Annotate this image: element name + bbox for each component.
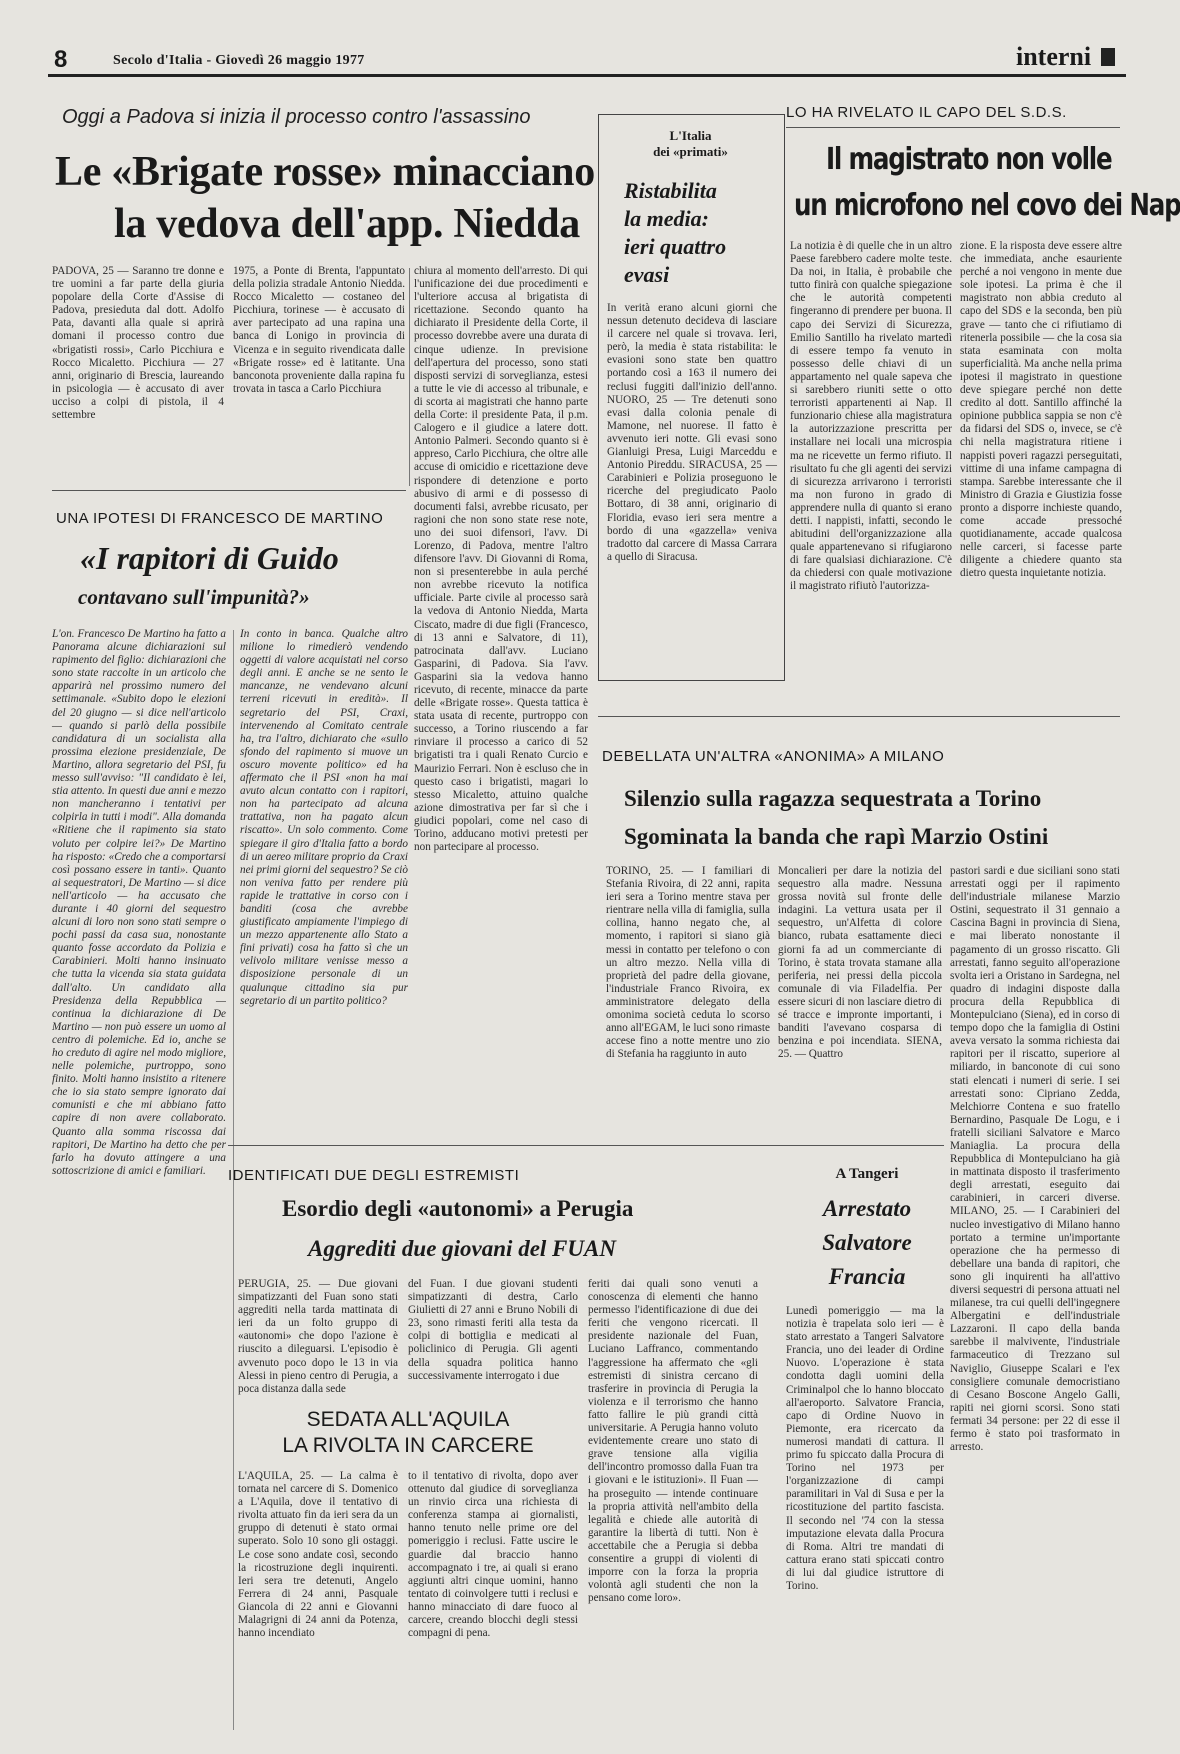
martino-body-col2: In conto in banca. Qualche altro milione lo rimedierò vendendo oggetti di valore acquistati nel corso degli anni. E anche se ne sento le mancanze, ne vendevano alcuni terreni ricevuti in eredità». Il segretario del PSI, Craxi, intervenendo al Comitato centrale ha, tra l'altro, dichiarato che «sullo sfondo del rapimento si muove un oscuro movente politico» ed ha affermato che il PSI «non ha mai avuto alcun contatto con i rapitori, non ha partecipato ad alcuna trattativa, non ha pagato alcun riscatto». Un solo commento. Come spiegare il giro d'Italia fatto a bordo di un aereo militare proprio da Craxi nei primi giorni del sequestro? Se ciò non veniva fatto per rendere più rapide le trattative in corso con i banditi (cosa che avrebbe giustificato ampiamente l'impiego di un mezzo appartenente allo Stato a fini privati) cosa ha fatto sì che un velivolo militare venisse messo a disposizione personale di un qualunque cittadino sia pur segretario di un partito politico?	[240, 628, 408, 1007]
primati-title-line1: Ristabilita	[624, 178, 717, 203]
lead-bottom-rule	[52, 490, 406, 491]
martino-headline-line2: contavano sull'impunità?»	[78, 585, 310, 609]
martino-kicker: UNA IPOTESI DI FRANCESCO DE MARTINO	[56, 510, 384, 527]
tangeri-title-line1: Arrestato	[822, 1196, 912, 1221]
milano-bottom-rule	[228, 1145, 944, 1146]
perugia-kicker: IDENTIFICATI DUE DEGLI ESTREMISTI	[228, 1167, 520, 1184]
perugia-body-col3: feriti dai quali sono venuti a conoscenza di elementi che hanno permesso l'identificazione di due dei feriti che vengono ricercati. Il presidente nazionale del Fuan, Luciano Laffranco, commentando l'aggressione ha affermato che «gli estremisti di sinistra cercano di trasferire in provincia di Perugia la violenza e il terrorismo che hanno fatto fallire le più grandi città universitarie. A Perugia hanno voluto evidentemente creare uno stato di grave tensione alla vigilia dell'incontro promosso dalla Fuan tra i giovani e le istituzioni». Il Fuan — ha proseguito — intende continuare la propria attività nell'ambito della legalità e chiede alle autorità di garantire la libertà di tutti. Non è accettabile che a Perugia si debba consentire a gruppi di violenti di imporre con la forza la propria volontà agli studenti che non la pensano come loro».	[588, 1278, 758, 1605]
section-label: interni	[1016, 42, 1092, 71]
nap-kicker: LO HA RIVELATO IL CAPO DEL S.D.S.	[786, 104, 1067, 121]
nap-top-rule	[786, 127, 1120, 128]
milano-kicker: DEBELLATA UN'ALTRA «ANONIMA» A MILANO	[602, 748, 945, 765]
primati-title-line4: evasi	[624, 262, 670, 287]
lead-kicker: Oggi a Padova si inizia il processo contro l'assassino	[62, 106, 531, 128]
nap-bottom-rule	[598, 716, 1120, 717]
milano-body-col3: pastori sardi e due siciliani sono stati arrestati oggi per il rapimento dell'industriale milanese Marzio Ostini, sequestrato il 31 gennaio a Cascina Bagni in provincia di Siena, e mai liberato nonostante il pagamento di un grosso riscatto. Gli arrestati, fanno seguito all'operazione svolta ieri a Oristano in Sardegna, nel quadro di indagini disposte dalla procura della Repubblica di Montepulciano (Siena), ed in corso di tempo dopo che la famiglia di Ostini aveva versato la somma richiesta dai rapitori per il riscatto, superiore al miliardo, in banconote di cui sono stati elencati i numeri di serie. I sei arrestati sono: Cipriano Zedda, Melchiorre Contena e suo fratello Bernardino, Pasquale De Logu, e i fratelli siciliani Salvatore e Marco Maniaglia. La procura della Repubblica di Montepulciano ha già in mattinata disposto il trasferimento degli arrestati, eseguito dai carabinieri, in carceri diverse. MILANO, 25. — I Carabinieri del nucleo investigativo di Milano hanno portato a termine un'importante operazione che ha permesso di debellare una banda di rapitori, che sono gli inquirenti ha all'attivo diversi sequestri di persona attuati nel milanese, tra cui quelli dell'ingegnere Albergatini e dell'industriale Lazzaroni. Il capo della banda sarebbe il malvivente, l'industriale farmaceutico di Trezzano sul Naviglio, Giuseppe Scalari e l'ex consigliere comunale democristiano di Cesano Boscone Angelo Galli, rapiti nei giorni scorsi. Sono stati fermati 34 persone: per 22 di esse il fermo è stato poi trasformato in arresto.	[950, 865, 1120, 1454]
milano-headline-line2: Sgominata la banda che rapì Marzio Ostini	[624, 824, 1049, 849]
lead-body-col3: chiura al momento dell'arresto. Di qui l'unificazione dei due procedimenti e l'ulteriore accusa al brigatista di ricettazione. Secondo quanto ha dichiarato il Presidente della Corte, il processo dovrebbe avere una durata di cinque udienze. In previsione dell'apertura del processo, sono stati disposti servizi di sorveglianza, estesi a tutte le vie di accesso al tribunale, e di scorta ai magistrati che hanno parte della Corte: il presidente Pata, il p.m. Calogero e il giudice a latere dott. Antonio Palmeri. Secondo quanto si è appreso, Carlo Picchiura, che oltre alle accuse di omicidio e ricettazione deve rispondere di detenzione e porto abusivo di armi e di possesso di documenti falsi, avrebbe ricusato, per ragioni che non sono state rese note, uno dei suoi difensori, l'avv. Di Lorenzo, di Padova, mentre l'altro difensore l'avv. Di Giovanni di Roma, non si presenterebbe in aula perché non avrebbe ricevuto la notifica ufficiale. Parte civile al processo sarà la vedova di Antonio Niedda, Marta Ciscato, madre di due figli (Francesco, di 13 anni e Salvatore, di 11), patrocinata dall'avv. Luciano Gasparini, di Padova. Sia l'avv. Gasparini sia la vedova hanno ricevuto, di recente, minacce da parte delle «Brigate rosse». Questa tattica è stata usata di recente, purtroppo con successo, a Torino riuscendo a far rinviare il processo a carico di 52 brigatisti tra i quali Renato Curcio e Maurizio Ferrari. Non è escluso che in questo caso i brigatisti, magari lo stesso Micaletto, attuino qualche azione dimostrativa per far sì che i giudici popolari, come nel caso di Torino, adducano motivi pretesti per non partecipare al processo.	[414, 265, 588, 854]
tangeri-title-line2: Salvatore	[822, 1230, 912, 1255]
aquila-headline-line1: SEDATA ALL'AQUILA	[306, 1408, 510, 1431]
perugia-body-col2: del Fuan. I due giovani studenti simpatizzanti di destra, Carlo Giulietti di 27 anni e Bruno Nobili di 23, sono rimasti feriti alla testa da colpi di bottiglia e medicati al policlinico di Perugia. Gli agenti della squadra politica hanno successivamente interrogato i due	[408, 1278, 578, 1382]
lead-body-col2: 1975, a Ponte di Brenta, l'appuntato della polizia stradale Antonio Niedda. Rocco Micaletto — costaneo del Picchiura, torinese — è accusato di aver partecipato ad una rapina una banca di Lonigo in provincia di Vicenza e in seguito rivendicata dalle «Brigate rosse» ed è latitante. Una banconota proveniente dalla rapina fu trovata in tasca a Carlo Picchiura	[233, 265, 405, 395]
milano-headline-line1: Silenzio sulla ragazza sequestrata a Torino	[624, 786, 1042, 811]
aquila-headline-line2: LA RIVOLTA IN CARCERE	[282, 1434, 534, 1457]
primati-title-line2: la media:	[624, 206, 709, 231]
martino-body-col1: L'on. Francesco De Martino ha fatto a Panorama alcune dichiarazioni sul rapimento del figlio: dichiarazioni che sono state raccolte in un articolo che apparirà nel prossimo numero del settimanale. «Subito dopo le elezioni del 20 giugno — si dice nell'articolo — quando si parlò della possibile candidatura di un socialista alla prossima elezione presidenziale, De Martino, allora segretario del PSI, fu messo sull'avviso: "Il candidato è lei, stia attento. In questi due anni e mezzo non mancheranno i tentativi per colpirla in tutti i modi". Alla domanda «Ritiene che il rapimento sia stato voluto per colpire lei?» De Martino ha risposto: «Credo che a comportarsi così possano essere in tanti». Quanto ai sequestratori, De Martino — si dice nell'articolo — ha accusato che durante i 40 giorni del sequestro alcuni di loro non sono stati sempre o pochi passi da casa sua, nonostante quanto fosse accordato da Polizia e Carabinieri. Molti hanno insinuato che tutta la vicenda sia stata guidata dall'alto. Un candidato alla Presidenza della Repubblica — continua la dichiarazione di De Martino — non può essere un uomo al centro di polemiche. Ed io, anche se ho creduto di agire nel modo migliore, nelle polemiche, purtroppo, sono finito. Molti hanno insistito a ritenere che io sia stato sempre ignorato dai comunisti e che mi abbiano fatto capire di non avere collaborato. Quanto alla somma riscossa dai rapitori, De Martino ha detto che per farlo ha dovuto attingere a una sottoscrizione di amici e familiari.	[52, 628, 227, 1177]
primati-body: In verità erano alcuni giorni che nessun detenuto decideva di lasciare il carcere nel quale si trovava. Ieri, però, la media è stata ristabilita: le evasioni sono state ben quattro portando così a 163 il numero dei reclusi fuggiti dall'inizio dell'anno. NUORO, 25 — Tre detenuti sono evasi dalla colonia penale di Mamone, nel nuorese. Il fatto è avvenuto ieri notte. Gli evasi sono Gianluigi Presa, Luigi Marceddu e Antonio Pireddu. SIRACUSA, 25 — Carabinieri e Polizia proseguono le ricerche del pregiudicato Paolo Bottaro, di 38 anni, originario di Floridia, evaso ieri sera mentre a bordo di una «gazzella» veniva tradotto dal carcere di Massa Carrara a quello di Siracusa.	[607, 302, 777, 563]
tangeri-body: Lunedì pomeriggio — ma la notizia è trapelata solo ieri — è stato arrestato a Tangeri Salvatore Francia, uno dei leader di Ordine Nuovo. L'operazione è stata condotta dagli uomini della Criminalpol che lo hanno bloccato all'aeroporto. Salvatore Francia, capo di Ordine Nuovo in Piemonte, era ricercato da numerosi mandati di cattura. Il primo fu spiccato dalla Procura di Torino nel 1973 per l'organizzazione di campi paramilitari in Val di Susa e per la ricostituzione del partito fascista. Il secondo nel '74 con la stessa imputazione elevata dalla Procura di Roma. Altri tre mandati di cattura erano stati spiccati contro di lui dal giudice istruttore di Torino.	[786, 1305, 944, 1592]
perugia-headline-line2: Aggrediti due giovani del FUAN	[308, 1236, 616, 1261]
lead-body-col1: PADOVA, 25 — Saranno tre donne e tre uomini a far parte della giuria popolare della Corte d'Assise di Padova, presieduta dal dott. Adolfo Pata, davanti alla quale si aprirà domani il processo contro due «brigatisti rossi», Carlo Picchiura e Rocco Micaletto. Picchiura — 27 anni, originario di Brescia, laureando in psicologia — è accusato di aver ucciso a colpi di pistola, il 4 settembre	[52, 265, 224, 422]
primati-kicker-line2: dei «primati»	[653, 144, 728, 159]
tangeri-title-line3: Francia	[828, 1264, 906, 1289]
nap-body-col1: La notizia è di quelle che in un altro Paese farebbero cadere molte teste. Da noi, in Italia, è probabile che tutto finirà con qualche spiegazione che le autorità competenti fingeranno di prendere per buona. Il capo dei Servizi di Sicurezza, Emilio Santillo ha rivelato martedì di essere tempo fa venuto in possesso delle chiavi di un appartamento nel quale sapeva che si sarebbero riuniti sette o otto terroristi appartenenti ai Nap. Il funzionario chiese alla magistratura la autorizzazione prescritta per installare nei locali una microspia ma ne ricevette un fermo rifiuto. Il risultato fu che gli agenti dei servizi di sicurezza arrivarono i terroristi ma non furono in grado di apprendere nulla di quanto si erano detti. I nappisti, infatti, secondo le abitudini dell'organizzazione alla quale appartenevano si rifugiarono di fare qualsiasi dichiarazione. C'è da chiedersi con quale motivazione il magistrato rifiutò l'autorizza-	[790, 240, 952, 593]
masthead-rule	[48, 74, 1126, 77]
tangeri-kicker: A Tangeri	[835, 1166, 899, 1182]
aquila-body-col2: to il tentativo di rivolta, dopo aver ottenuto dal giudice di sorveglianza un rinvio circa una richiesta di conferenza stampa ai giornalisti, hanno tenuto nelle prime ore del pomeriggio i reclusi. Fatte uscire le guardie dal braccio hanno accompagnato i tre, ai quali si erano aggiunti altri cinque uomini, hanno tentato di coinvolgere tutti i reclusi e hanno minacciato di dare fuoco al carcere, creando blocchi degli stessi compagni di pena.	[408, 1470, 578, 1640]
milano-body-col1: TORINO, 25. — I familiari di Stefania Rivoira, di 22 anni, rapita ieri sera a Torino mentre stava per rientrare nella villa di famiglia, sulla collina, hanno negato che, al momento, i rapitori si siano già messi in contatto per telefono o con un altro mezzo. Nella villa di proprietà del padre della giovane, l'industriale Franco Rivoira, ex amministratore delegato della omonima società ceduta lo scorso anno all'EGAM, le luci sono rimaste accese fino a notte mentre uno zio di Stefania ha raggiunto in auto	[606, 865, 770, 1061]
nap-headline-line1: Il magistrato non volle	[826, 142, 1112, 177]
nap-headline-line2: un microfono nel covo dei Nap	[794, 188, 1180, 223]
aquila-body-col1: L'AQUILA, 25. — La calma è tornata nel carcere di S. Domenico a L'Aquila, dove il tentativo di rivolta attuato fin da ieri sera da un gruppo di detenuti è stato ormai superato. Solo 10 sono gli ostaggi. Le cose sono andate così, secondo la ricostruzione degli inquirenti. Ieri sera tre detenuti, Angelo Ferrera di 24 anni, Pasquale Giancola di 22 anni e Giovanni Malagrigni di 24 anni da Potenza, hanno incendiato	[238, 1470, 398, 1640]
page-number: 8	[54, 46, 68, 73]
paper-dateline: Secolo d'Italia - Giovedì 26 maggio 1977	[113, 53, 365, 68]
lead-col-rule	[409, 268, 410, 486]
nap-body-col2: zione. E la risposta deve essere altre che immediata, anche esauriente perché a noi vengono in mente due sole ipotesi. La prima è che il magistrato non abbia creduto al capo del SDS e la seconda, ben più grave — tanto che ci rifiutiamo di ritenerla possibile — che la cosa sia stata esaminata con molta superficialità. Ma anche nella prima ipotesi il magistrato in questione deve spiegare perché non dette credito al dott. Santillo affinché la opinione pubblica sappia se non c'è da fidarsi del SDS o, invece, se c'è chi nella magistratura ritiene i nappisti poveri ragazzi perseguitati, vittime di una infame campagna di stampa. Sarebbe interessante che il Ministro di Grazia e Giustizia fosse pronto a disporre inchieste quando, come accade pressoché quotidianamente, accade qualcosa nelle carceri, si facesse parte diligente a chiedere quanto sta dietro questa inquietante notizia.	[960, 240, 1122, 580]
section-marker	[1101, 48, 1115, 66]
primati-kicker-line1: L'Italia	[669, 128, 712, 143]
primati-title-line3: ieri quattro	[624, 234, 727, 259]
lead-headline-line2: la vedova dell'app. Niedda	[114, 201, 580, 247]
perugia-body-col1: PERUGIA, 25. — Due giovani simpatizzanti del Fuan sono stati aggrediti nella tarda mattinata di ieri da un folto gruppo di «autonomi» che dopo l'azione è riuscito a dileguarsi. L'episodio è avvenuto poco dopo le 13 in via Alessi in pieno centro di Perugia, a poca distanza dalla sede	[238, 1278, 398, 1395]
perugia-headline-line1: Esordio degli «autonomi» a Perugia	[282, 1196, 634, 1221]
lead-headline-line1: Le «Brigate rosse» minacciano	[55, 149, 595, 195]
milano-body-col2: Moncalieri per dare la notizia del sequestro alla madre. Nessuna grossa novità sul fronte delle indagini. La vettura usata per il sequestro, un'Alfetta di colore bianco, rubata esattamente dieci giorni fa ad un commerciante di Torino, è stata trovata stamane alla periferia, nei pressi della piccola comunale di via Filadelfia. Per essere sicuri di non lasciare dietro di sé tracce e impronte importanti, i banditi l'avevano cosparsa di benzina e poi incendiata. SIENA, 25. — Quattro	[778, 865, 942, 1061]
martino-headline-line1: «I rapitori di Guido	[80, 540, 339, 576]
